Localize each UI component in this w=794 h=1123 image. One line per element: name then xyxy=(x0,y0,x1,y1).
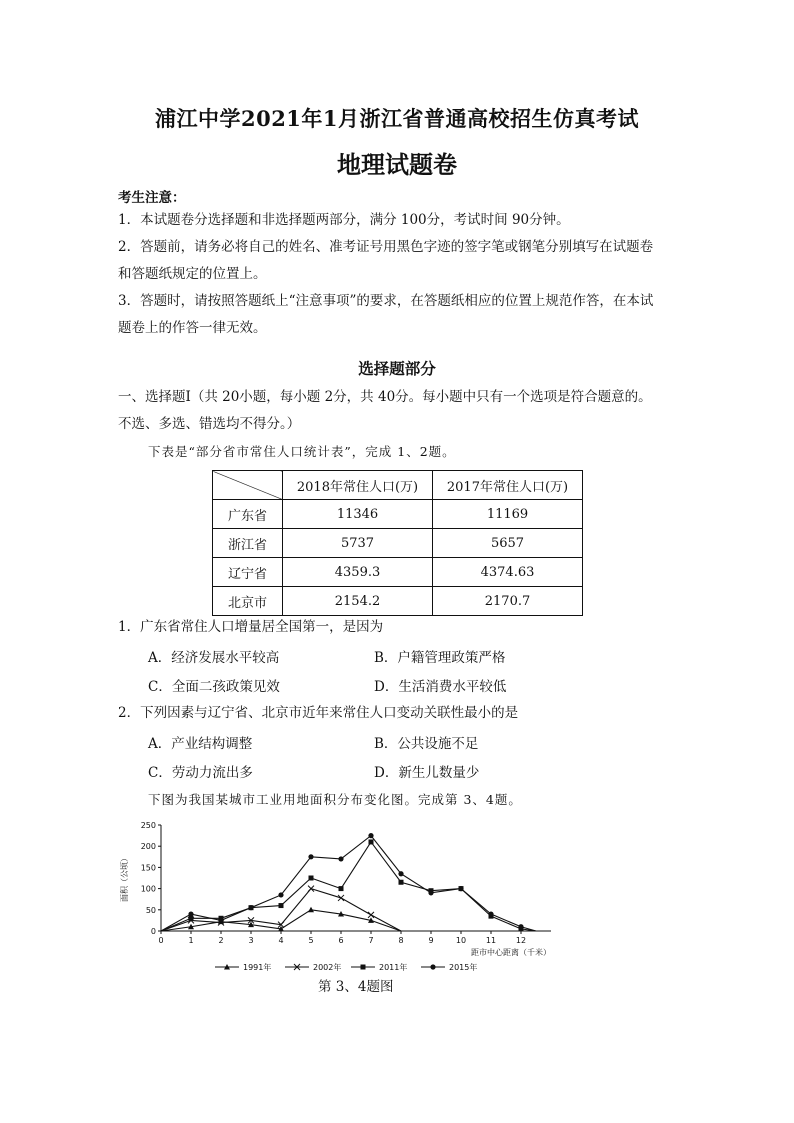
industrial-land-chart xyxy=(110,812,560,977)
legend-label: 2011年 xyxy=(379,963,408,972)
x-tick-label: 10 xyxy=(455,936,467,945)
legend-marker xyxy=(361,965,366,970)
x-axis-label: 距市中心距离（千米） xyxy=(471,948,551,957)
x-tick-label: 2 xyxy=(218,936,224,945)
table-cell-2017: 5657 xyxy=(433,529,583,558)
x-tick-label: 11 xyxy=(485,936,497,945)
q2-option-a: A．产业结构调整 xyxy=(148,736,253,752)
q1-option-a: A．经济发展水平较高 xyxy=(148,650,280,666)
table-cell-2017: 2170.7 xyxy=(433,587,583,616)
data-point xyxy=(188,911,193,916)
notice-line-1: 1．本试题卷分选择题和非选择题两部分，满分 100分，考试时间 90分钟。 xyxy=(118,212,570,228)
y-tick-label: 200 xyxy=(140,842,156,852)
table-cell-2017: 4374.63 xyxy=(433,558,583,587)
data-point xyxy=(488,911,493,916)
section-title: 选择题部分 xyxy=(358,359,436,378)
series-line xyxy=(161,836,536,931)
table-row-region: 北京市 xyxy=(213,587,283,616)
exam-title: 浦江中学2021年1月浙江省普通高校招生仿真考试 xyxy=(154,106,640,131)
q2-option-d: D．新生儿数量少 xyxy=(374,765,480,781)
table-header-2018: 2018年常住人口(万) xyxy=(283,471,433,500)
x-tick-label: 8 xyxy=(398,936,404,945)
table-row xyxy=(213,500,583,529)
data-point xyxy=(458,886,463,891)
table-cell-2018: 4359.3 xyxy=(283,558,433,587)
section-intro-a: 一、选择题Ⅰ（共 20小题，每小题 2分，共 40分。每小题中只有一个选项是符合题意的。 xyxy=(118,389,652,405)
data-point xyxy=(339,886,344,891)
chart-caption: 第 3、4题图 xyxy=(318,979,394,995)
data-point xyxy=(368,833,373,838)
table-cell-2018: 11346 xyxy=(283,500,433,529)
y-tick-label: 150 xyxy=(140,863,156,873)
x-tick-label: 4 xyxy=(278,936,284,945)
table-row-region: 辽宁省 xyxy=(213,558,283,587)
notice-line-2b: 和答题纸规定的位置上。 xyxy=(118,266,267,282)
data-point xyxy=(338,895,344,901)
data-point xyxy=(338,856,343,861)
data-point xyxy=(278,892,283,897)
table-cell-2017: 11169 xyxy=(433,500,583,529)
series-line xyxy=(161,842,536,931)
y-axis-label: 面积（公顷） xyxy=(120,854,129,902)
x-tick-label: 12 xyxy=(515,936,527,945)
table-header-row xyxy=(213,471,583,500)
section-intro-b: 不选、多选、错选均不得分。） xyxy=(118,416,301,432)
q1-option-b: B．户籍管理政策严格 xyxy=(374,650,506,666)
data-point xyxy=(398,871,403,876)
y-tick-label: 50 xyxy=(145,905,156,915)
notice-line-2a: 2．答题前，请务必将自己的姓名、准考证号用黑色字迹的签字笔或钢笔分别填写在试题卷 xyxy=(118,239,654,255)
data-point xyxy=(428,890,433,895)
x-tick-label: 1 xyxy=(188,936,194,945)
data-point xyxy=(248,905,253,910)
q1-option-d: D．生活消费水平较低 xyxy=(374,679,507,695)
legend-marker xyxy=(430,964,435,969)
q2-option-b: B．公共设施不足 xyxy=(374,736,479,752)
table-row xyxy=(213,529,583,558)
x-tick-label: 5 xyxy=(308,936,314,945)
x-tick-label: 7 xyxy=(368,936,374,945)
data-point xyxy=(308,854,313,859)
legend-label: 1991年 xyxy=(243,963,272,972)
q2-option-c: C．劳动力流出多 xyxy=(148,765,253,781)
table-cell-2018: 2154.2 xyxy=(283,587,433,616)
q1-option-c: C．全面二孩政策见效 xyxy=(148,679,280,695)
x-tick-label: 6 xyxy=(338,936,344,945)
table-row-region: 浙江省 xyxy=(213,529,283,558)
exam-subtitle: 地理试题卷 xyxy=(337,150,457,179)
notice-line-3b: 题卷上的作答一律无效。 xyxy=(118,320,267,336)
data-point xyxy=(368,912,374,918)
x-tick-label: 3 xyxy=(248,936,254,945)
y-tick-label: 0 xyxy=(150,927,156,936)
notice-heading: 考生注意： xyxy=(118,190,186,206)
x-tick-label: 0 xyxy=(158,936,164,945)
data-point xyxy=(309,876,314,881)
q2-stem: 2．下列因素与辽宁省、北京市近年来常住人口变动关联性最小的是 xyxy=(118,705,519,721)
legend-label: 2002年 xyxy=(313,963,342,972)
chart-intro: 下图为我国某城市工业用地面积分布变化图。完成第 3、4题。 xyxy=(148,792,522,807)
y-tick-label: 250 xyxy=(140,821,156,830)
population-table xyxy=(212,470,583,616)
y-tick-label: 100 xyxy=(140,884,156,894)
table-row xyxy=(213,587,583,616)
table-header-2017: 2017年常住人口(万) xyxy=(433,471,583,500)
data-point xyxy=(369,839,374,844)
data-point xyxy=(399,880,404,885)
x-tick-label: 9 xyxy=(428,936,434,945)
notice-line-3a: 3．答题时，请按照答题纸上“注意事项”的要求，在答题纸相应的位置上规范作答，在本试 xyxy=(118,293,654,309)
legend-label: 2015年 xyxy=(449,963,478,972)
data-point xyxy=(279,903,284,908)
data-point xyxy=(308,886,314,892)
table-row xyxy=(213,558,583,587)
table-intro: 下表是“部分省市常住人口统计表”，完成 1、2题。 xyxy=(148,444,456,459)
table-corner-cell xyxy=(213,471,283,500)
table-row-region: 广东省 xyxy=(213,500,283,529)
data-point xyxy=(518,924,523,929)
q1-stem: 1．广东省常住人口增量居全国第一，是因为 xyxy=(118,619,384,635)
table-cell-2018: 5737 xyxy=(283,529,433,558)
data-point xyxy=(218,918,223,923)
